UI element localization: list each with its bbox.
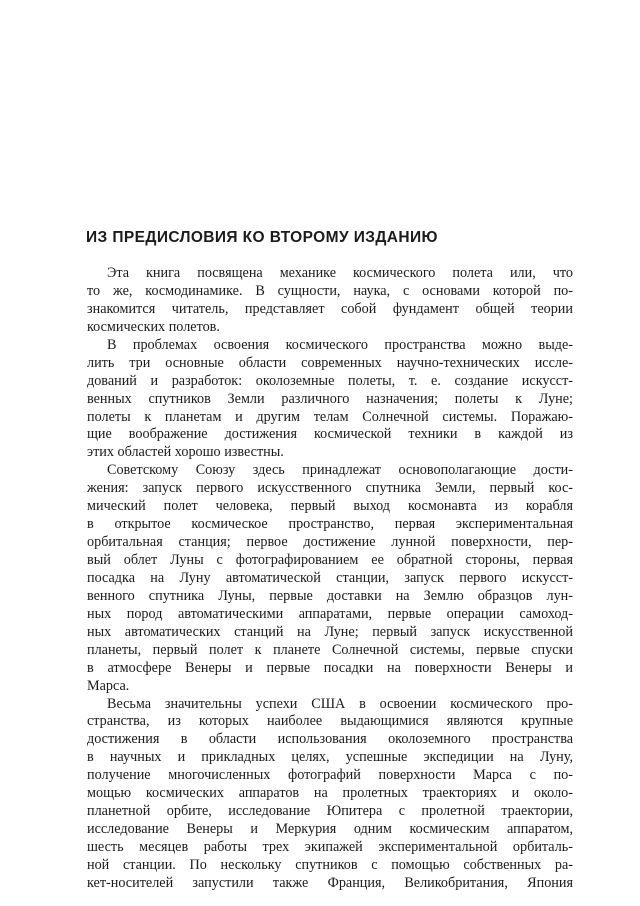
text-line: этих областей хорошо известны. bbox=[87, 444, 284, 461]
text-line: планетной орбите, исследование Юпитера с пролетной траектории, bbox=[87, 803, 573, 820]
text-line: жения: запуск первого искусственного спутника Земли, первый кос- bbox=[87, 480, 573, 497]
text-line: полеты к планетам и другим телам Солнечной системы. Поражаю- bbox=[87, 408, 573, 425]
text-line: мощью космических аппаратов на пролетных траекториях и около- bbox=[87, 785, 573, 802]
section-heading: ИЗ ПРЕДИСЛОВИЯ КО ВТОРОМУ ИЗДАНИЮ bbox=[86, 229, 438, 246]
text-line: странства, из которых наиболее выдающимися являются крупные bbox=[87, 713, 573, 730]
text-line: космических полетов. bbox=[87, 318, 220, 335]
text-line: кет-носителей запустили также Франция, Великобритания, Япония bbox=[87, 874, 573, 891]
body-text bbox=[87, 265, 573, 893]
text-line: ных автоматических станций на Луне; первый запуск искусственной bbox=[87, 623, 573, 640]
text-line: посадка на Луну автоматической станции, запуск первого искусст- bbox=[87, 569, 573, 586]
text-line: лить три основные области современных научно-технических иссле- bbox=[87, 354, 573, 371]
text-line: венных спутников Земли различного назначения; полеты к Луне; bbox=[87, 390, 573, 407]
text-line: исследование Венеры и Меркурия одним космическим аппаратом, bbox=[87, 821, 573, 838]
text-line: в открытое космическое пространство, первая экспериментальная bbox=[87, 516, 573, 533]
text-line: Эта книга посвящена механике космического полета или, что bbox=[107, 265, 573, 281]
text-line: знакомится читатель, представляет собой фундамент общей теории bbox=[87, 300, 573, 317]
text-line: Весьма значительны успехи США в освоении космического про- bbox=[107, 695, 573, 712]
text-line: ных пород автоматическими аппаратами, первые операции самоход- bbox=[87, 605, 573, 622]
text-line: получение многочисленных фотографий поверхности Марса с по- bbox=[87, 767, 573, 784]
text-line: то же, космодинамике. В сущности, наука, с основами которой по- bbox=[87, 282, 573, 299]
text-line: в атмосфере Венеры и первые посадки на поверхности Венеры и bbox=[87, 659, 573, 676]
text-line: Марса. bbox=[87, 677, 130, 694]
text-line: венного спутника Луны, первые доставки на Землю образцов лун- bbox=[87, 587, 573, 604]
text-line: В проблемах освоения космического пространства можно выде- bbox=[107, 336, 573, 353]
text-line: вый облет Луны с фотографированием ее обратной стороны, первая bbox=[87, 552, 573, 568]
text-line: шесть месяцев работы трех экипажей экспериментальной орбиталь- bbox=[87, 839, 573, 855]
text-line: мический полет человека, первый выход космонавта из корабля bbox=[87, 498, 573, 515]
text-line: достижения в области использования околоземного пространства bbox=[87, 731, 573, 748]
text-line: дований и разработок: околоземные полеты, т. е. создание искусст- bbox=[87, 372, 573, 389]
text-line: в научных и прикладных целях, успешные экспедиции на Луну, bbox=[87, 749, 573, 766]
text-line: орбитальная станция; первое достижение лунной поверхности, пер- bbox=[87, 534, 573, 551]
text-line: щие воображение достижения космической техники в каждой из bbox=[87, 426, 573, 443]
text-line: планеты, первый полет к планете Солнечной системы, первые спуски bbox=[87, 641, 573, 658]
text-line: Советскому Союзу здесь принадлежат основополагающие дости- bbox=[107, 462, 573, 479]
text-line: ной станции. По нескольку спутников с помощью собственных ра- bbox=[87, 856, 573, 873]
